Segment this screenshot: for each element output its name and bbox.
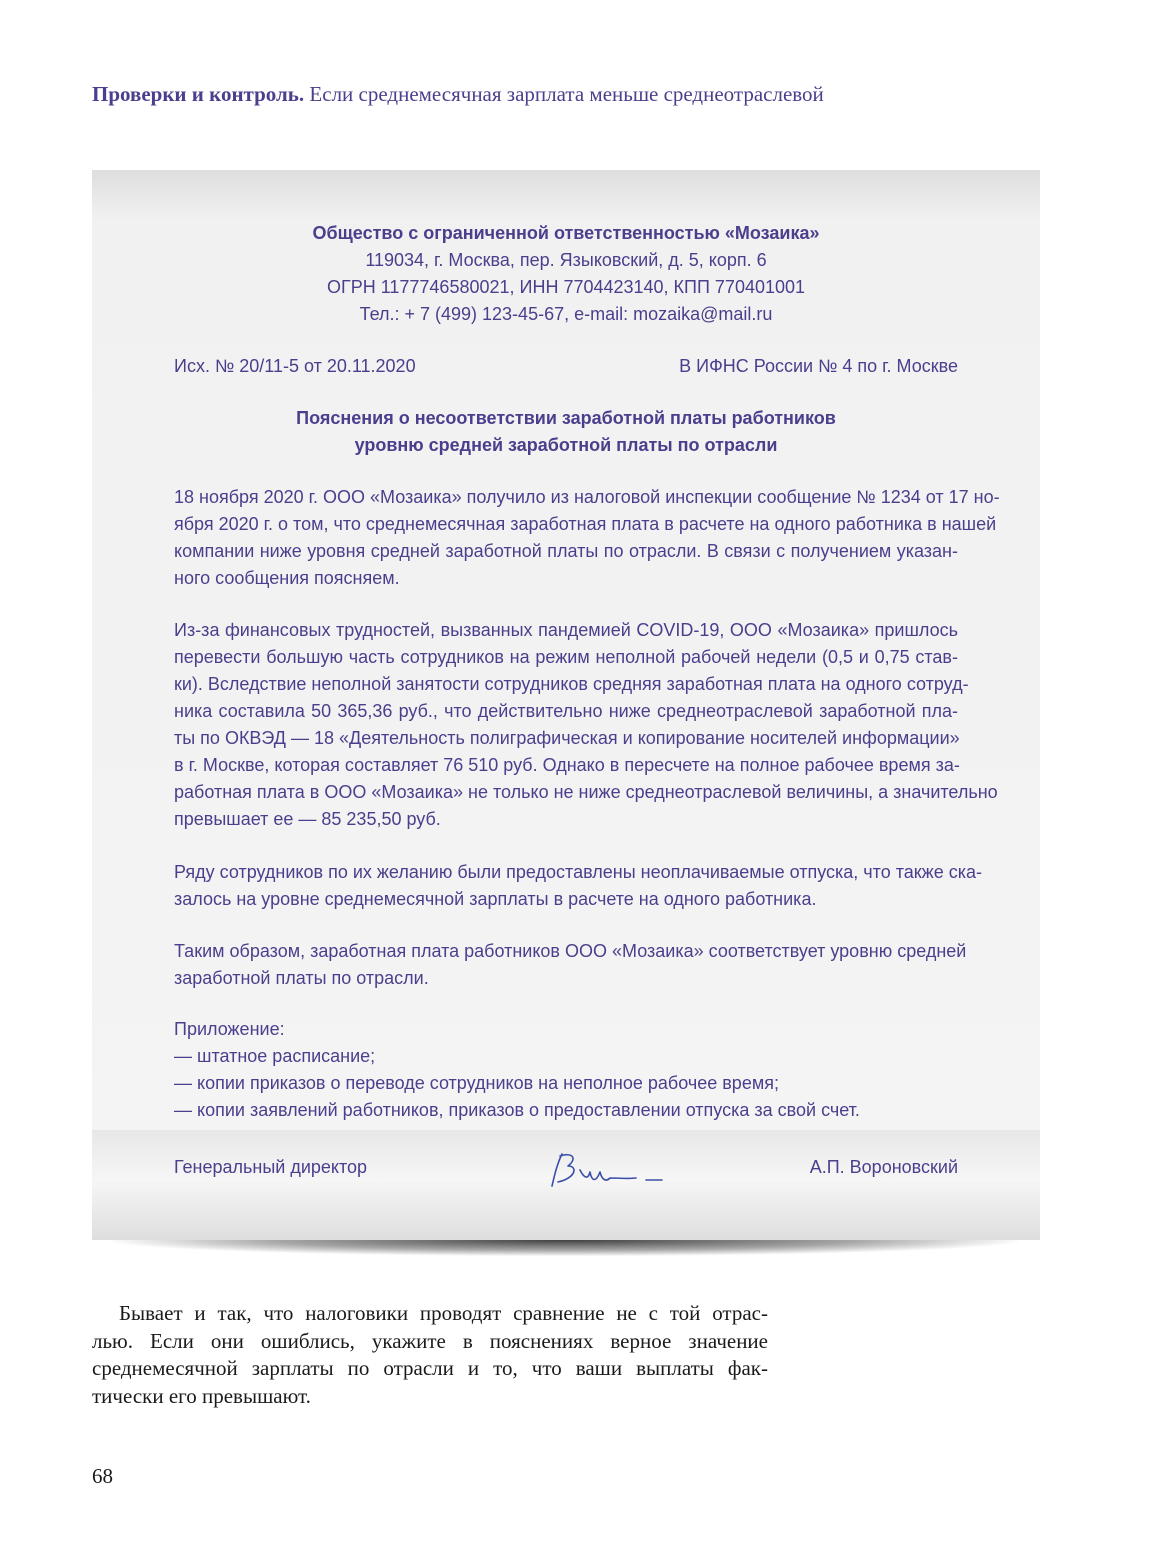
- text-line: ника составила 50 365,36 руб., что действительно ниже среднеотраслевой заработной пла-: [174, 701, 958, 721]
- text-line: Ряду сотрудников по их желанию были предоставлены неоплачиваемые отпуска, что также ска-: [174, 862, 982, 882]
- text-line: перевести большую часть сотрудников на режим неполной рабочей недели (0,5 и 0,75 став-: [174, 647, 958, 667]
- letter-shadow: [112, 1240, 1018, 1256]
- body-paragraph: [92, 1300, 768, 1410]
- appendix-heading: Приложение:: [174, 1019, 285, 1039]
- text-line: ября 2020 г. о том, что среднемесячная заработная плата в расчете на одного работника в нашей: [174, 514, 997, 534]
- letter-appendix: [174, 1016, 958, 1124]
- appendix-item: — штатное расписание;: [174, 1046, 376, 1066]
- text-line: заработной платы по отрасли.: [174, 968, 429, 988]
- appendix-item: — копии заявлений работников, приказов о предоставлении отпуска за свой счет.: [174, 1100, 860, 1120]
- signatory-position: Генеральный директор: [174, 1157, 368, 1177]
- text-line: Из-за финансовых трудностей, вызванных пандемией COVID-19, ООО «Мозаика» пришлось: [174, 620, 958, 640]
- text-line: работная плата в ООО «Мозаика» не только не ниже среднеотраслевой величины, а значительно: [174, 782, 998, 802]
- letter-paragraph: [174, 617, 998, 833]
- letter-sample: [92, 170, 1040, 1240]
- text-line: среднемесячной зарплаты по отрасли и то, что ваши выплаты фак-: [92, 1356, 768, 1380]
- letter-company-name: Общество с ограниченной ответственностью «Мозаика»: [312, 223, 820, 243]
- text-line: тически его превышают.: [92, 1383, 311, 1408]
- text-line: компании ниже уровня средней заработной платы по отрасли. В связи с получением указан-: [174, 541, 958, 561]
- text-line: ного сообщения поясняем.: [174, 568, 400, 588]
- appendix-item: — копии приказов о переводе сотрудников на неполное рабочее время;: [174, 1073, 779, 1093]
- text-line: залось на уровне среднемесячной зарплаты в расчете на одного работника.: [174, 889, 817, 909]
- text-line: превышает ее — 85 235,50 руб.: [174, 809, 441, 829]
- letter-paragraph: [174, 859, 982, 913]
- text-line: Бывает и так, что налоговики проводят сравнение не с той отрас-: [119, 1301, 768, 1325]
- letter-paragraph: [174, 484, 1000, 592]
- letter-recipient: В ИФНС России № 4 по г. Москве: [679, 356, 958, 376]
- letter-company-registration: ОГРН 1177746580021, ИНН 7704423140, КПП 770401001: [326, 277, 806, 297]
- signatory-name: А.П. Вороновский: [809, 1157, 958, 1177]
- text-line: лью. Если они ошиблись, укажите в пояснениях верное значение: [92, 1328, 768, 1353]
- running-head: [92, 82, 1052, 107]
- letter-paragraph: [174, 938, 967, 992]
- page-number: 68: [92, 1464, 113, 1488]
- text-line: Таким образом, заработная плата работников ООО «Мозаика» соответствует уровню средней: [174, 941, 967, 961]
- letter-company-contacts: Тел.: + 7 (499) 123-45-67, e-mail: mozaika@mail.ru: [359, 304, 773, 324]
- signature-icon: [550, 1148, 666, 1190]
- text-line: ты по ОКВЭД — 18 «Деятельность полиграфическая и копирование носителей информации»: [174, 728, 960, 748]
- letter-title: [92, 405, 1040, 459]
- letter-company-address: 119034, г. Москва, пер. Языковский, д. 5, корп. 6: [365, 250, 767, 270]
- text-line: ки). Вследствие неполной занятости сотрудников средняя заработная плата на одного сотруд-: [174, 674, 969, 694]
- running-head-section: Проверки и контроль.: [92, 82, 305, 106]
- letter-title-line: Пояснения о несоответствии заработной платы работников: [296, 408, 836, 428]
- letter-title-line: уровню средней заработной платы по отрасли: [354, 435, 778, 455]
- letter-reference-row: [174, 353, 958, 380]
- running-head-title: Если среднемесячная зарплата меньше среднеотраслевой: [309, 82, 824, 106]
- text-line: в г. Москве, которая составляет 76 510 руб. Однако в пересчете на полное рабочее время за-: [174, 755, 960, 775]
- text-line: 18 ноября 2020 г. ООО «Мозаика» получило из налоговой инспекции сообщение № 1234 от 17 но-: [174, 487, 1000, 507]
- letter-outgoing-ref: Исх. № 20/11-5 от 20.11.2020: [174, 356, 416, 376]
